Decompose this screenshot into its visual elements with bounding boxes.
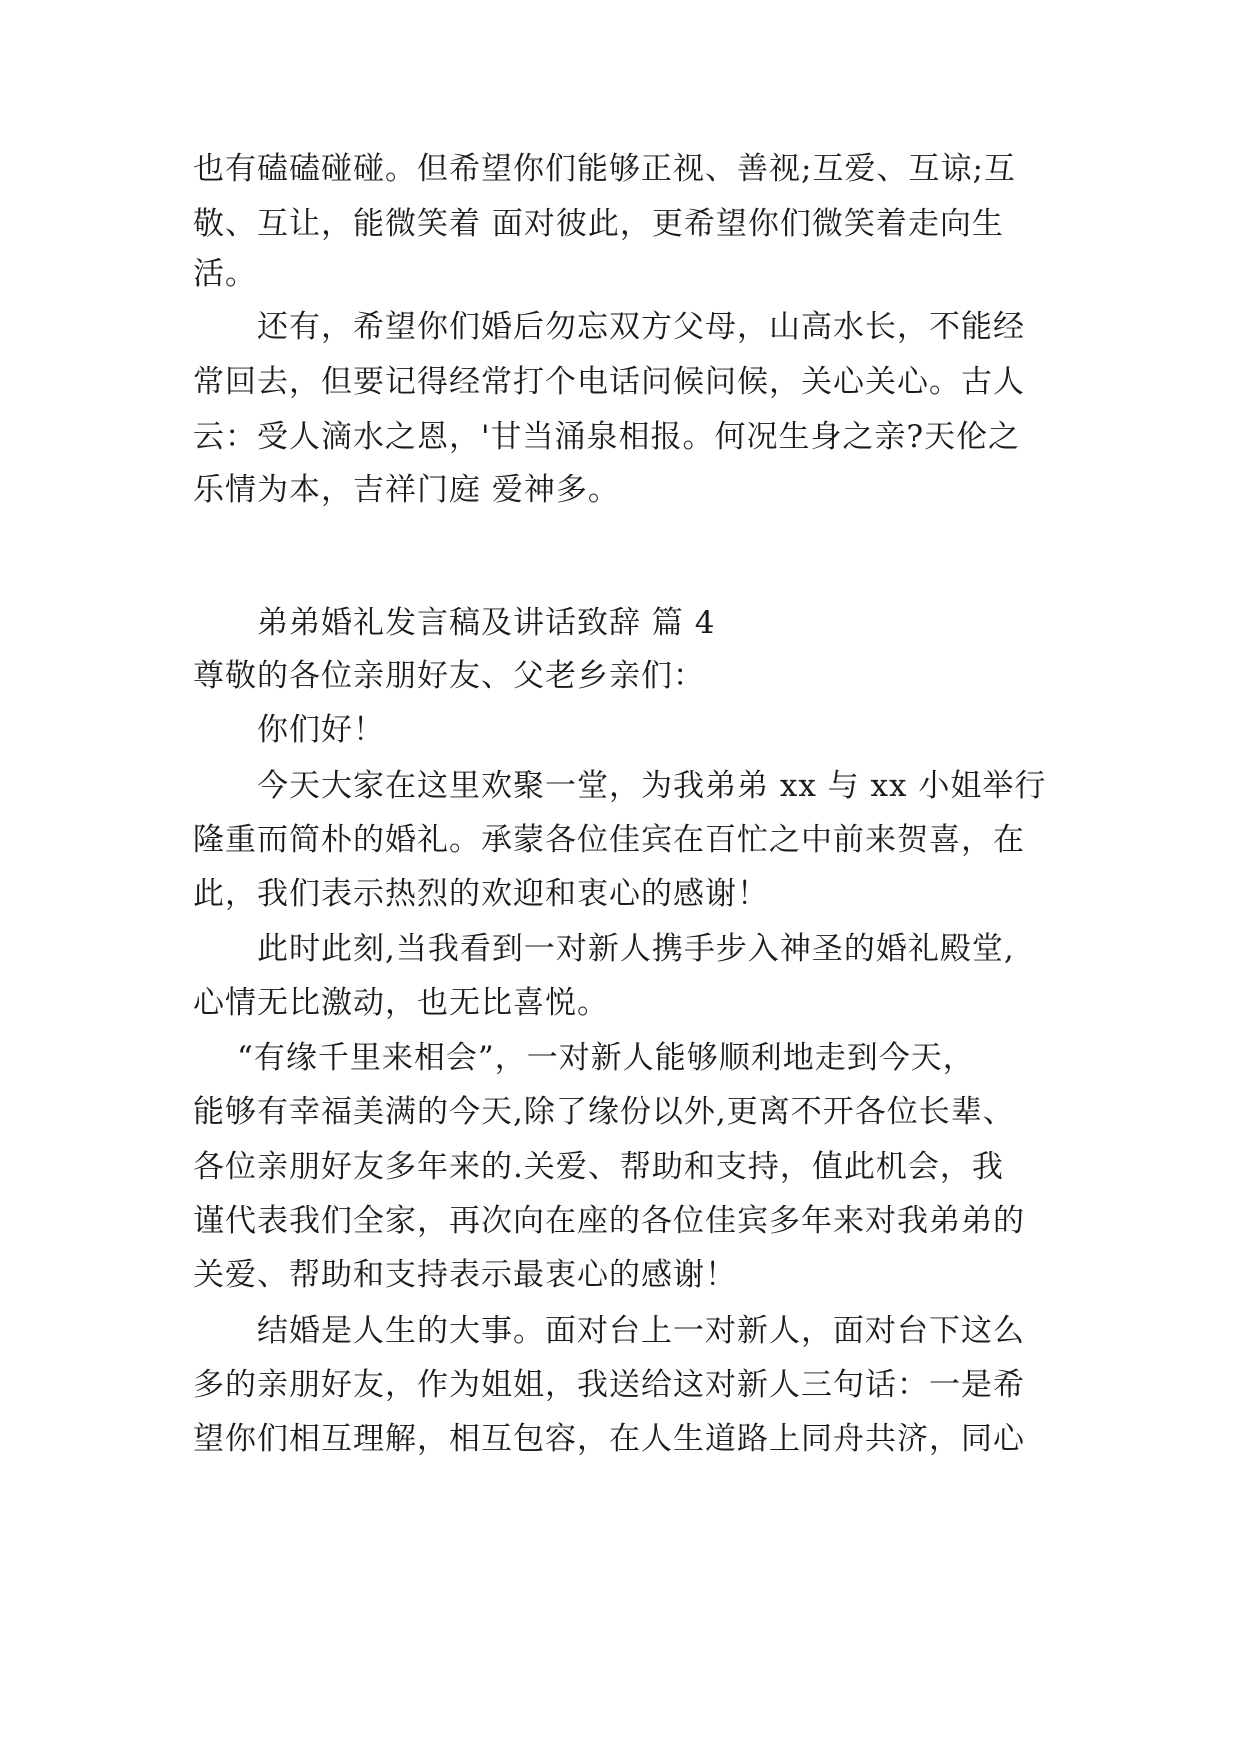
text-line: 此时此刻,当我看到一对新人携手步入神圣的婚礼殿堂,: [257, 931, 1015, 967]
text-line: 能够有幸福美满的今天,除了缘份以外,更离不开各位长辈、: [193, 1094, 1015, 1130]
text-line: 也有磕磕碰碰。但希望你们能够正视、善视;互爱、互谅;互: [193, 151, 1016, 187]
text-line: 云：受人滴水之恩，'甘当涌泉相报。何况生身之亲?天伦之: [193, 419, 1021, 455]
text-line: 心情无比激动，也无比喜悦。: [193, 985, 609, 1021]
text-line: 谨代表我们全家，再次向在座的各位佳宾多年来对我弟弟的: [193, 1203, 1025, 1239]
text-line: 常回去，但要记得经常打个电话问候问候，关心关心。古人: [193, 364, 1025, 400]
text-line: 隆重而简朴的婚礼。承蒙各位佳宾在百忙之中前来贺喜，在: [193, 822, 1025, 858]
text-line: 结婚是人生的大事。面对台上一对新人，面对台下这么: [257, 1313, 1025, 1349]
text-line: 乐情为本，吉祥门庭 爱神多。: [193, 472, 620, 508]
text-line: “有缘千里来相会”，一对新人能够顺利地走到今天，: [237, 1040, 975, 1076]
text-line: 今天大家在这里欢聚一堂，为我弟弟 xx 与 xx 小姐举行: [257, 768, 1047, 804]
text-line: 各位亲朋好友多年来的.关爱、帮助和支持，值此机会，我: [193, 1149, 1004, 1185]
section-title: 弟弟婚礼发言稿及讲话致辞 篇 4: [257, 605, 716, 641]
text-line: 活。: [193, 256, 257, 292]
greeting: 你们好！: [257, 712, 385, 748]
text-line: 此，我们表示热烈的欢迎和衷心的感谢！: [193, 876, 769, 912]
salutation: 尊敬的各位亲朋好友、父老乡亲们：: [193, 658, 705, 694]
text-line: 关爱、帮助和支持表示最衷心的感谢！: [193, 1257, 737, 1293]
text-line: 多的亲朋好友，作为姐姐，我送给这对新人三句话：一是希: [193, 1367, 1025, 1403]
text-line: 敬、互让，能微笑着 面对彼此，更希望你们微笑着走向生: [193, 206, 1004, 242]
text-line: 望你们相互理解，相互包容，在人生道路上同舟共济，同心: [193, 1421, 1025, 1457]
text-line: 还有，希望你们婚后勿忘双方父母，山高水长，不能经: [257, 309, 1025, 345]
